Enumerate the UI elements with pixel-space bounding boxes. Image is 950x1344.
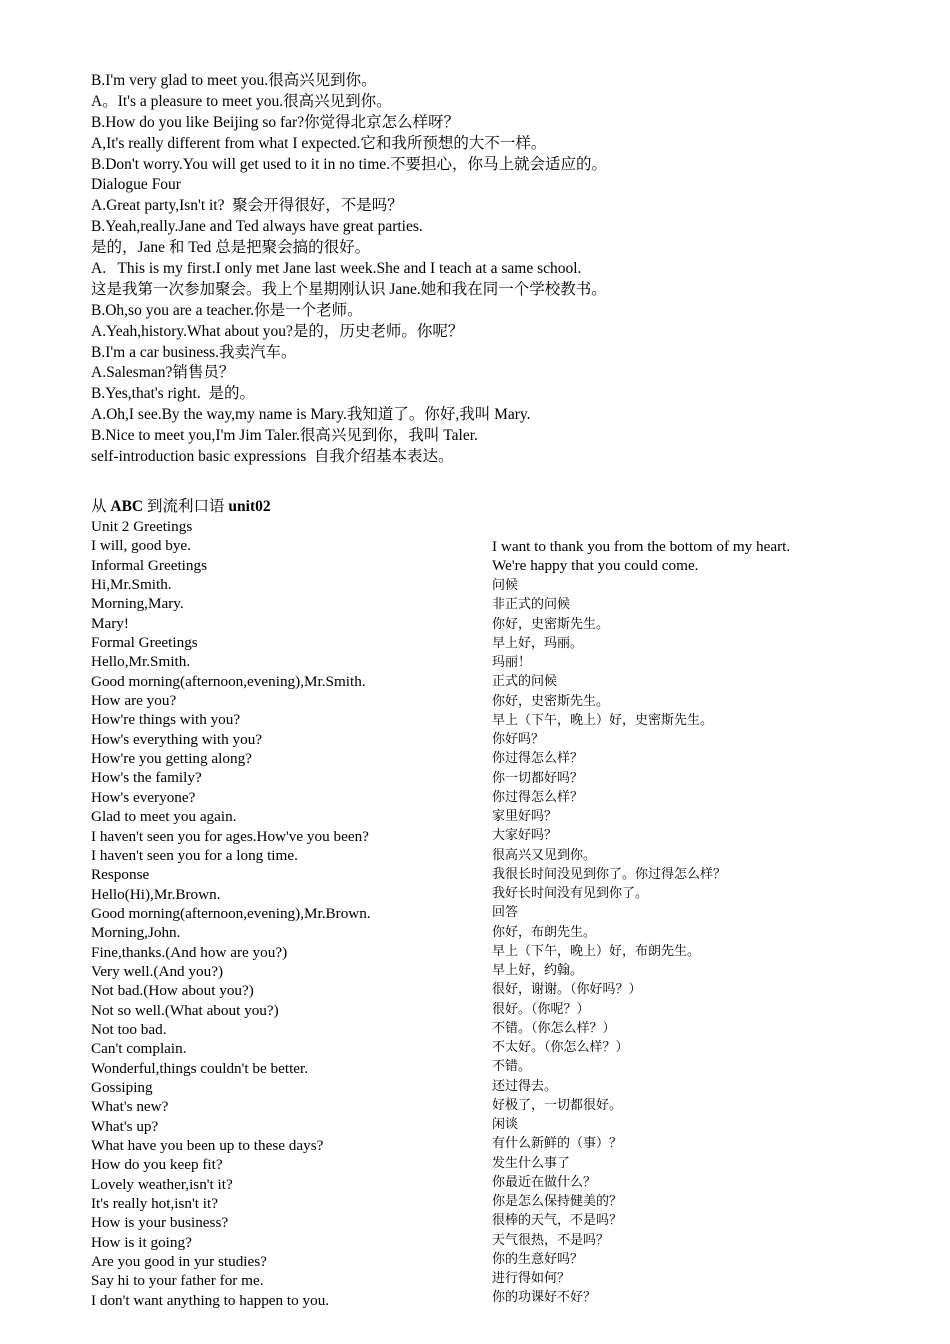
english-column bbox=[91, 517, 481, 1310]
dialogue-line: A。It's a pleasure to meet you.很高兴见到你。 bbox=[91, 92, 392, 110]
chinese-line: 不太好。（你怎么样？） bbox=[492, 1039, 629, 1055]
dialogue-line: 这是我第一次参加聚会。我上个星期刚认识 Jane.她和我在同一个学校教书。 bbox=[91, 280, 607, 298]
chinese-line: 很好。（你呢？） bbox=[492, 1000, 590, 1016]
english-line: How are you? bbox=[91, 692, 177, 710]
chinese-line: 早上（下午，晚上）好，史密斯先生。 bbox=[492, 711, 714, 727]
dialogue-line: B.Oh,so you are a teacher.你是一个老师。 bbox=[91, 301, 363, 319]
english-line: How is it going? bbox=[91, 1233, 192, 1251]
chinese-line: 你是怎么保持健美的？ bbox=[492, 1193, 623, 1209]
chinese-line: 我很长时间没见到你了。你过得怎么样？ bbox=[492, 865, 727, 881]
english-line: I want to thank you from the bottom of my heart. bbox=[492, 537, 791, 555]
dialogue-line: B.I'm very glad to meet you.很高兴见到你。 bbox=[91, 72, 377, 89]
chinese-line: 进行得如何？ bbox=[492, 1270, 571, 1286]
english-line: How's everything with you? bbox=[91, 730, 263, 748]
chinese-line: 不错。 bbox=[492, 1058, 532, 1074]
english-line: Formal Greetings bbox=[91, 634, 198, 652]
english-line: Response bbox=[91, 866, 150, 884]
chinese-line: 天气很热，不是吗？ bbox=[492, 1231, 610, 1247]
header-middle: 到流利口语 bbox=[143, 498, 229, 515]
english-line: I haven't seen you for a long time. bbox=[91, 846, 298, 864]
chinese-line: 很高兴又见到你。 bbox=[492, 846, 597, 862]
chinese-line: 大家好吗？ bbox=[492, 827, 558, 843]
english-line: We're happy that you could come. bbox=[492, 556, 699, 574]
english-line: How's everyone? bbox=[91, 788, 196, 806]
chinese-line: 回答 bbox=[492, 904, 519, 920]
dialogue-line: A. This is my first.I only met Jane last week.She and I teach at a same school. bbox=[91, 260, 582, 278]
chinese-line: 早上（下午，晚上）好，布朗先生。 bbox=[492, 942, 701, 958]
dialogue-section bbox=[91, 71, 871, 468]
header-prefix: 从 bbox=[91, 498, 111, 515]
english-line: Very well.(And you?) bbox=[91, 962, 224, 980]
chinese-line: 玛丽！ bbox=[492, 654, 532, 670]
english-line: It's really hot,isn't it? bbox=[91, 1195, 218, 1213]
dialogue-line: B.Don't worry.You will get used to it in no time.不要担心，你马上就会适应的。 bbox=[91, 155, 608, 173]
chinese-line: 很棒的天气，不是吗？ bbox=[492, 1212, 623, 1228]
dialogue-line: B.I'm a car business.我卖汽车。 bbox=[91, 343, 297, 361]
english-line: How is your business? bbox=[91, 1214, 229, 1232]
dialogue-line: A.Oh,I see.By the way,my name is Mary.我知道了。你好,我叫 Mary. bbox=[91, 406, 531, 424]
english-line: Informal Greetings bbox=[91, 556, 207, 574]
chinese-line: 你好，史密斯先生。 bbox=[492, 692, 610, 708]
chinese-line: 你过得怎么样？ bbox=[492, 750, 584, 766]
english-line: Hello(Hi),Mr.Brown. bbox=[91, 885, 221, 903]
chinese-line: 闲谈 bbox=[492, 1116, 519, 1132]
english-line: Gossiping bbox=[91, 1078, 153, 1096]
english-line: I haven't seen you for ages.How've you been? bbox=[91, 827, 369, 845]
dialogue-line: 是的，Jane 和 Ted 总是把聚会搞的很好。 bbox=[91, 239, 371, 257]
english-line: Not bad.(How about you?) bbox=[91, 982, 254, 1000]
english-line: Good morning(afternoon,evening),Mr.Smith. bbox=[91, 672, 366, 690]
chinese-line: 非正式的问候 bbox=[492, 596, 571, 612]
english-line: Hello,Mr.Smith. bbox=[91, 653, 191, 671]
english-line: What have you been up to these days? bbox=[91, 1137, 324, 1154]
chinese-line: 早上好，约翰。 bbox=[492, 962, 584, 978]
english-line: Morning,John. bbox=[91, 924, 181, 942]
dialogue-line: A.Salesman?销售员？ bbox=[91, 364, 235, 382]
english-line: Not too bad. bbox=[91, 1020, 167, 1038]
chinese-line: 你好，布朗先生。 bbox=[492, 923, 597, 939]
header-abc: ABC bbox=[110, 498, 144, 515]
english-line: Unit 2 Greetings bbox=[91, 518, 193, 535]
chinese-line: 还过得去。 bbox=[492, 1077, 558, 1093]
english-line: Lovely weather,isn't it? bbox=[91, 1175, 233, 1193]
chinese-line: 你一切都好吗？ bbox=[492, 769, 584, 785]
english-line: Morning,Mary. bbox=[91, 595, 184, 613]
english-line: Can't complain. bbox=[91, 1040, 187, 1058]
translation-column bbox=[492, 537, 872, 1307]
chinese-line: 你过得怎么样？ bbox=[492, 788, 584, 804]
english-line: Hi,Mr.Smith. bbox=[91, 576, 172, 594]
english-line: What's up? bbox=[91, 1117, 159, 1135]
unit-header bbox=[91, 497, 271, 517]
english-line: Are you good in yur studies? bbox=[91, 1253, 267, 1271]
english-line: Wonderful,things couldn't be better. bbox=[91, 1059, 309, 1077]
chinese-line: 你最近在做什么？ bbox=[492, 1173, 597, 1189]
english-line: I will, good bye. bbox=[91, 537, 191, 555]
dialogue-line: self-introduction basic expressions 自我介绍基本表达。 bbox=[91, 448, 454, 466]
header-unit: unit02 bbox=[228, 498, 271, 515]
chinese-line: 好极了，一切都很好。 bbox=[492, 1096, 623, 1112]
english-line: How're you getting along? bbox=[91, 750, 252, 768]
english-line: Glad to meet you again. bbox=[91, 808, 237, 826]
chinese-line: 你好，史密斯先生。 bbox=[492, 615, 610, 631]
dialogue-line: A.Great party,Isn't it? 聚会开得很好，不是吗？ bbox=[91, 197, 403, 215]
chinese-line: 早上好，玛丽。 bbox=[492, 634, 584, 650]
dialogue-line: B.Nice to meet you,I'm Jim Taler.很高兴见到你，我叫 Taler. bbox=[91, 427, 478, 445]
english-line: How's the family? bbox=[91, 769, 202, 787]
dialogue-line: B.Yeah,really.Jane and Ted always have great parties. bbox=[91, 218, 423, 236]
chinese-line: 发生什么事了 bbox=[492, 1154, 571, 1170]
english-line: Mary! bbox=[91, 614, 129, 632]
chinese-line: 很好，谢谢。（你好吗？） bbox=[492, 981, 642, 997]
english-line: How're things with you? bbox=[91, 711, 241, 729]
dialogue-line: A,It's really different from what I expected.它和我所预想的大不一样。 bbox=[91, 134, 547, 152]
chinese-line: 家里好吗？ bbox=[492, 808, 558, 824]
chinese-line: 正式的问候 bbox=[492, 673, 558, 689]
english-line: Good morning(afternoon,evening),Mr.Brown. bbox=[91, 904, 371, 922]
english-line: How do you keep fit? bbox=[91, 1156, 223, 1174]
english-line: Say hi to your father for me. bbox=[91, 1272, 264, 1290]
english-line: Fine,thanks.(And how are you?) bbox=[91, 943, 288, 961]
english-line: I don't want anything to happen to you. bbox=[91, 1291, 330, 1309]
chinese-line: 你的功课好不好？ bbox=[492, 1289, 597, 1305]
english-line: Not so well.(What about you?) bbox=[91, 1001, 279, 1019]
chinese-line: 不错。（你怎么样？） bbox=[492, 1019, 616, 1035]
chinese-line: 问候 bbox=[492, 577, 519, 593]
dialogue-line: B.How do you like Beijing so far?你觉得北京怎么样呀？ bbox=[91, 113, 460, 131]
chinese-line: 我好长时间没有见到你了。 bbox=[492, 885, 649, 901]
chinese-line: 你好吗？ bbox=[492, 731, 545, 747]
dialogue-heading: Dialogue Four bbox=[91, 176, 181, 194]
english-line: What's new? bbox=[91, 1098, 169, 1116]
dialogue-line: A.Yeah,history.What about you?是的，历史老师。你呢？ bbox=[91, 322, 464, 340]
dialogue-line: B.Yes,that's right. 是的。 bbox=[91, 385, 255, 403]
chinese-line: 你的生意好吗？ bbox=[492, 1250, 584, 1266]
chinese-line: 有什么新鲜的（事）？ bbox=[492, 1135, 623, 1151]
